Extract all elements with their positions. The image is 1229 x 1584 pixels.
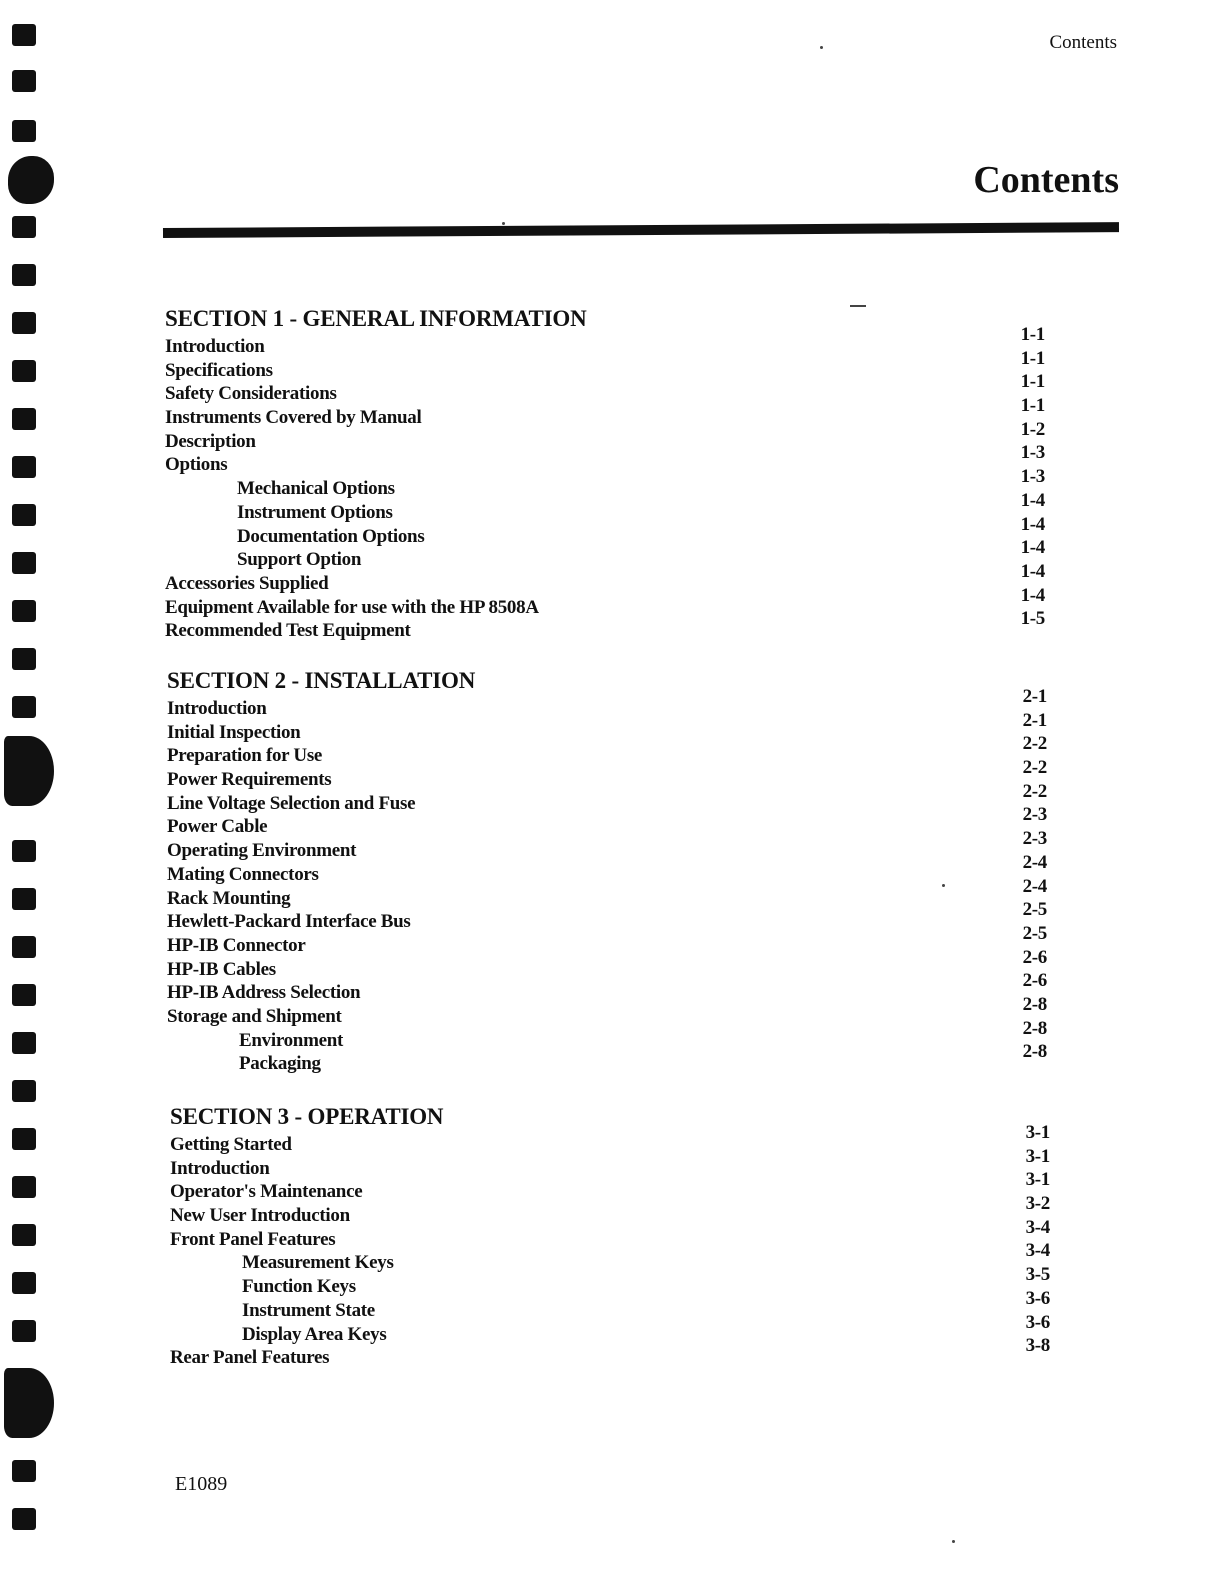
toc-entry-page: 2-2 — [1022, 780, 1047, 802]
punch-hole — [12, 120, 36, 142]
toc-entry-page: 3-6 — [1025, 1311, 1050, 1333]
toc-entry-page: 1-1 — [1020, 395, 1045, 417]
toc-entry-page: 2-4 — [1022, 875, 1047, 897]
punch-hole — [12, 840, 36, 862]
toc-section-2 — [167, 668, 1107, 1077]
punch-hole — [12, 456, 36, 478]
toc-entry-page: 2-5 — [1022, 922, 1047, 944]
toc-entry-title: Instrument Options — [237, 501, 393, 523]
toc-entry-title: Line Voltage Selection and Fuse — [167, 792, 416, 814]
toc-entry-title: Display Area Keys — [242, 1323, 387, 1345]
punch-hole — [12, 1508, 36, 1530]
toc-entry-page: 3-1 — [1025, 1145, 1050, 1167]
toc-entry-page: 2-2 — [1022, 757, 1047, 779]
running-head: Contents — [1049, 32, 1117, 53]
toc-entry-page: 3-2 — [1025, 1193, 1050, 1215]
punch-hole — [12, 1080, 36, 1102]
toc-entry — [167, 1041, 1107, 1077]
scan-speck — [850, 305, 866, 307]
toc-entry — [167, 733, 1107, 769]
toc-entries — [170, 1122, 1110, 1371]
toc-entry-title: Mechanical Options — [237, 478, 395, 500]
toc-entry-page: 2-5 — [1022, 899, 1047, 921]
toc-entry-title: Packaging — [239, 1053, 321, 1075]
punch-hole-torn — [4, 1368, 54, 1438]
punch-hole — [12, 552, 36, 574]
toc-entry-page: 1-4 — [1020, 513, 1045, 535]
toc-entry-page: 2-6 — [1022, 970, 1047, 992]
toc-entry-title: Safety Considerations — [165, 383, 337, 405]
toc-entry-title: Recommended Test Equipment — [165, 620, 411, 642]
toc-entry — [167, 757, 1107, 793]
toc-entry — [165, 395, 1105, 431]
toc-entry-page: 1-1 — [1020, 371, 1045, 393]
toc-entry-title: HP-IB Cables — [167, 958, 276, 980]
toc-entry-page: 1-4 — [1020, 584, 1045, 606]
punch-hole — [12, 936, 36, 958]
toc-entry-title: Support Option — [237, 549, 362, 571]
punch-hole — [12, 360, 36, 382]
punch-hole — [12, 888, 36, 910]
toc-entry — [165, 324, 1105, 360]
toc-entry-page: 3-4 — [1025, 1216, 1050, 1238]
toc-entry-title: Introduction — [165, 336, 265, 357]
toc-entry-page: 2-8 — [1022, 1041, 1047, 1063]
toc-entry-page: 1-4 — [1020, 560, 1045, 582]
toc-entry-page: 2-4 — [1022, 851, 1047, 873]
toc-entry-page: 1-5 — [1020, 608, 1045, 630]
toc-entry-title: Rear Panel Features — [170, 1347, 330, 1369]
punch-hole — [12, 24, 36, 46]
toc-entry — [165, 537, 1105, 573]
scan-speck — [502, 222, 505, 225]
toc-entry-page: 3-1 — [1025, 1169, 1050, 1191]
punch-hole — [12, 1272, 36, 1294]
toc-entry-title: Specifications — [165, 359, 273, 381]
toc-entry-title: Introduction — [167, 698, 267, 719]
toc-entry — [167, 686, 1107, 722]
toc-entry — [170, 1311, 1110, 1348]
punch-hole — [8, 156, 54, 204]
toc-section-3 — [170, 1104, 1110, 1371]
toc-entry-page: 3-6 — [1025, 1287, 1050, 1309]
toc-entry — [165, 442, 1105, 478]
section-heading: SECTION 1 - GENERAL INFORMATION — [165, 306, 587, 331]
toc-entries — [165, 324, 1105, 644]
toc-entry-title: Mating Connectors — [167, 863, 319, 885]
toc-entry-title: Front Panel Features — [170, 1228, 336, 1250]
toc-entry — [165, 584, 1105, 621]
punch-hole — [12, 504, 36, 526]
toc-entry-title: Measurement Keys — [242, 1252, 394, 1274]
toc-entry — [167, 899, 1107, 935]
toc-entry-page: 2-2 — [1022, 733, 1047, 755]
punch-hole — [12, 1176, 36, 1198]
toc-section-1 — [165, 306, 1105, 644]
toc-entry-title: Instruments Covered by Manual — [165, 407, 422, 429]
toc-entry-title: New User Introduction — [170, 1205, 350, 1227]
toc-entry — [170, 1122, 1110, 1158]
page-title: Contents — [973, 159, 1119, 201]
toc-entry — [170, 1193, 1110, 1229]
toc-entry-page: 2-6 — [1022, 946, 1047, 968]
toc-entry-page: 1-3 — [1020, 466, 1045, 488]
toc-entry-page: 1-4 — [1020, 489, 1045, 511]
toc-entry-title: Getting Started — [170, 1134, 292, 1155]
toc-entry-title: Storage and Shipment — [167, 1005, 342, 1027]
toc-entry-title: Accessories Supplied — [165, 572, 329, 594]
toc-entry — [170, 1145, 1110, 1182]
toc-entry-title: Function Keys — [242, 1276, 356, 1298]
toc-entry-page: 3-5 — [1025, 1264, 1050, 1286]
toc-entry-page: 2-3 — [1022, 828, 1047, 850]
toc-entry — [170, 1264, 1110, 1300]
toc-entry — [167, 875, 1107, 912]
toc-entry — [170, 1169, 1110, 1205]
toc-entry-title: Preparation for Use — [167, 745, 323, 767]
toc-entry — [167, 1017, 1107, 1054]
toc-entry-title: Instrument State — [242, 1299, 375, 1321]
toc-entry — [165, 513, 1105, 550]
toc-entry-page: 2-3 — [1022, 804, 1047, 826]
toc-entry-title: Description — [165, 430, 256, 452]
toc-entry — [165, 466, 1105, 502]
toc-entry-page: 2-8 — [1022, 1017, 1047, 1039]
toc-entry-title: Documentation Options — [237, 525, 425, 547]
toc-entry — [165, 371, 1105, 407]
toc-entry-title: Hewlett-Packard Interface Bus — [167, 911, 411, 933]
toc-entry-page: 3-1 — [1025, 1122, 1050, 1143]
toc-entry — [167, 709, 1107, 746]
punch-hole — [12, 312, 36, 334]
punch-hole — [12, 600, 36, 622]
punch-hole — [12, 648, 36, 670]
toc-entries — [167, 686, 1107, 1077]
section-heading: SECTION 2 - INSTALLATION — [167, 668, 476, 693]
title-rule — [163, 222, 1119, 238]
punch-hole — [12, 264, 36, 286]
toc-entry-title: Environment — [239, 1029, 344, 1051]
toc-entry-title: Rack Mounting — [167, 887, 291, 909]
toc-entry-title: Power Cable — [167, 816, 268, 838]
punch-hole — [12, 984, 36, 1006]
punch-hole — [12, 408, 36, 430]
toc-entry-page: 3-4 — [1025, 1240, 1050, 1262]
toc-entry-title: Introduction — [170, 1157, 270, 1179]
toc-entry — [170, 1240, 1110, 1276]
punch-hole — [12, 1032, 36, 1054]
toc-entry — [170, 1335, 1110, 1371]
toc-entry-page: 1-2 — [1020, 418, 1045, 440]
toc-entry-page: 2-1 — [1022, 686, 1047, 707]
toc-entry-page: 1-1 — [1020, 324, 1045, 345]
toc-entry-page: 1-1 — [1020, 347, 1045, 369]
toc-entry-title: Power Requirements — [167, 769, 332, 791]
toc-entry-title: Equipment Available for use with the HP 8508A — [165, 596, 539, 618]
toc-entry — [167, 970, 1107, 1006]
toc-entry — [167, 804, 1107, 840]
toc-entry-page: 2-8 — [1022, 993, 1047, 1015]
toc-entry — [165, 608, 1105, 644]
document-code: E1089 — [175, 1473, 228, 1495]
toc-entry — [167, 946, 1107, 983]
toc-entry-title: HP-IB Connector — [167, 934, 306, 956]
toc-entry-title: Initial Inspection — [167, 721, 301, 743]
punch-hole — [12, 1320, 36, 1342]
punch-hole — [12, 1224, 36, 1246]
punch-hole — [12, 70, 36, 92]
toc-entry-page: 1-4 — [1020, 537, 1045, 559]
toc-entry — [167, 828, 1107, 864]
punch-hole — [12, 696, 36, 718]
toc-entry-page: 1-3 — [1020, 442, 1045, 464]
toc-entry — [165, 347, 1105, 384]
punch-hole — [12, 1460, 36, 1482]
toc-entry-title: HP-IB Address Selection — [167, 982, 361, 1004]
toc-entry-title: Operator's Maintenance — [170, 1181, 363, 1203]
toc-entry-page: 2-1 — [1022, 709, 1047, 731]
scan-speck — [952, 1540, 955, 1543]
binder-holes — [8, 20, 48, 1540]
scan-speck — [820, 46, 823, 49]
toc-entry-page: 3-8 — [1025, 1335, 1050, 1357]
scan-speck — [942, 884, 945, 887]
toc-entry-title: Options — [165, 454, 228, 476]
punch-hole — [12, 216, 36, 238]
toc-entry-title: Operating Environment — [167, 840, 357, 862]
section-heading: SECTION 3 - OPERATION — [170, 1104, 444, 1129]
punch-hole-torn — [4, 736, 54, 806]
punch-hole — [12, 1128, 36, 1150]
